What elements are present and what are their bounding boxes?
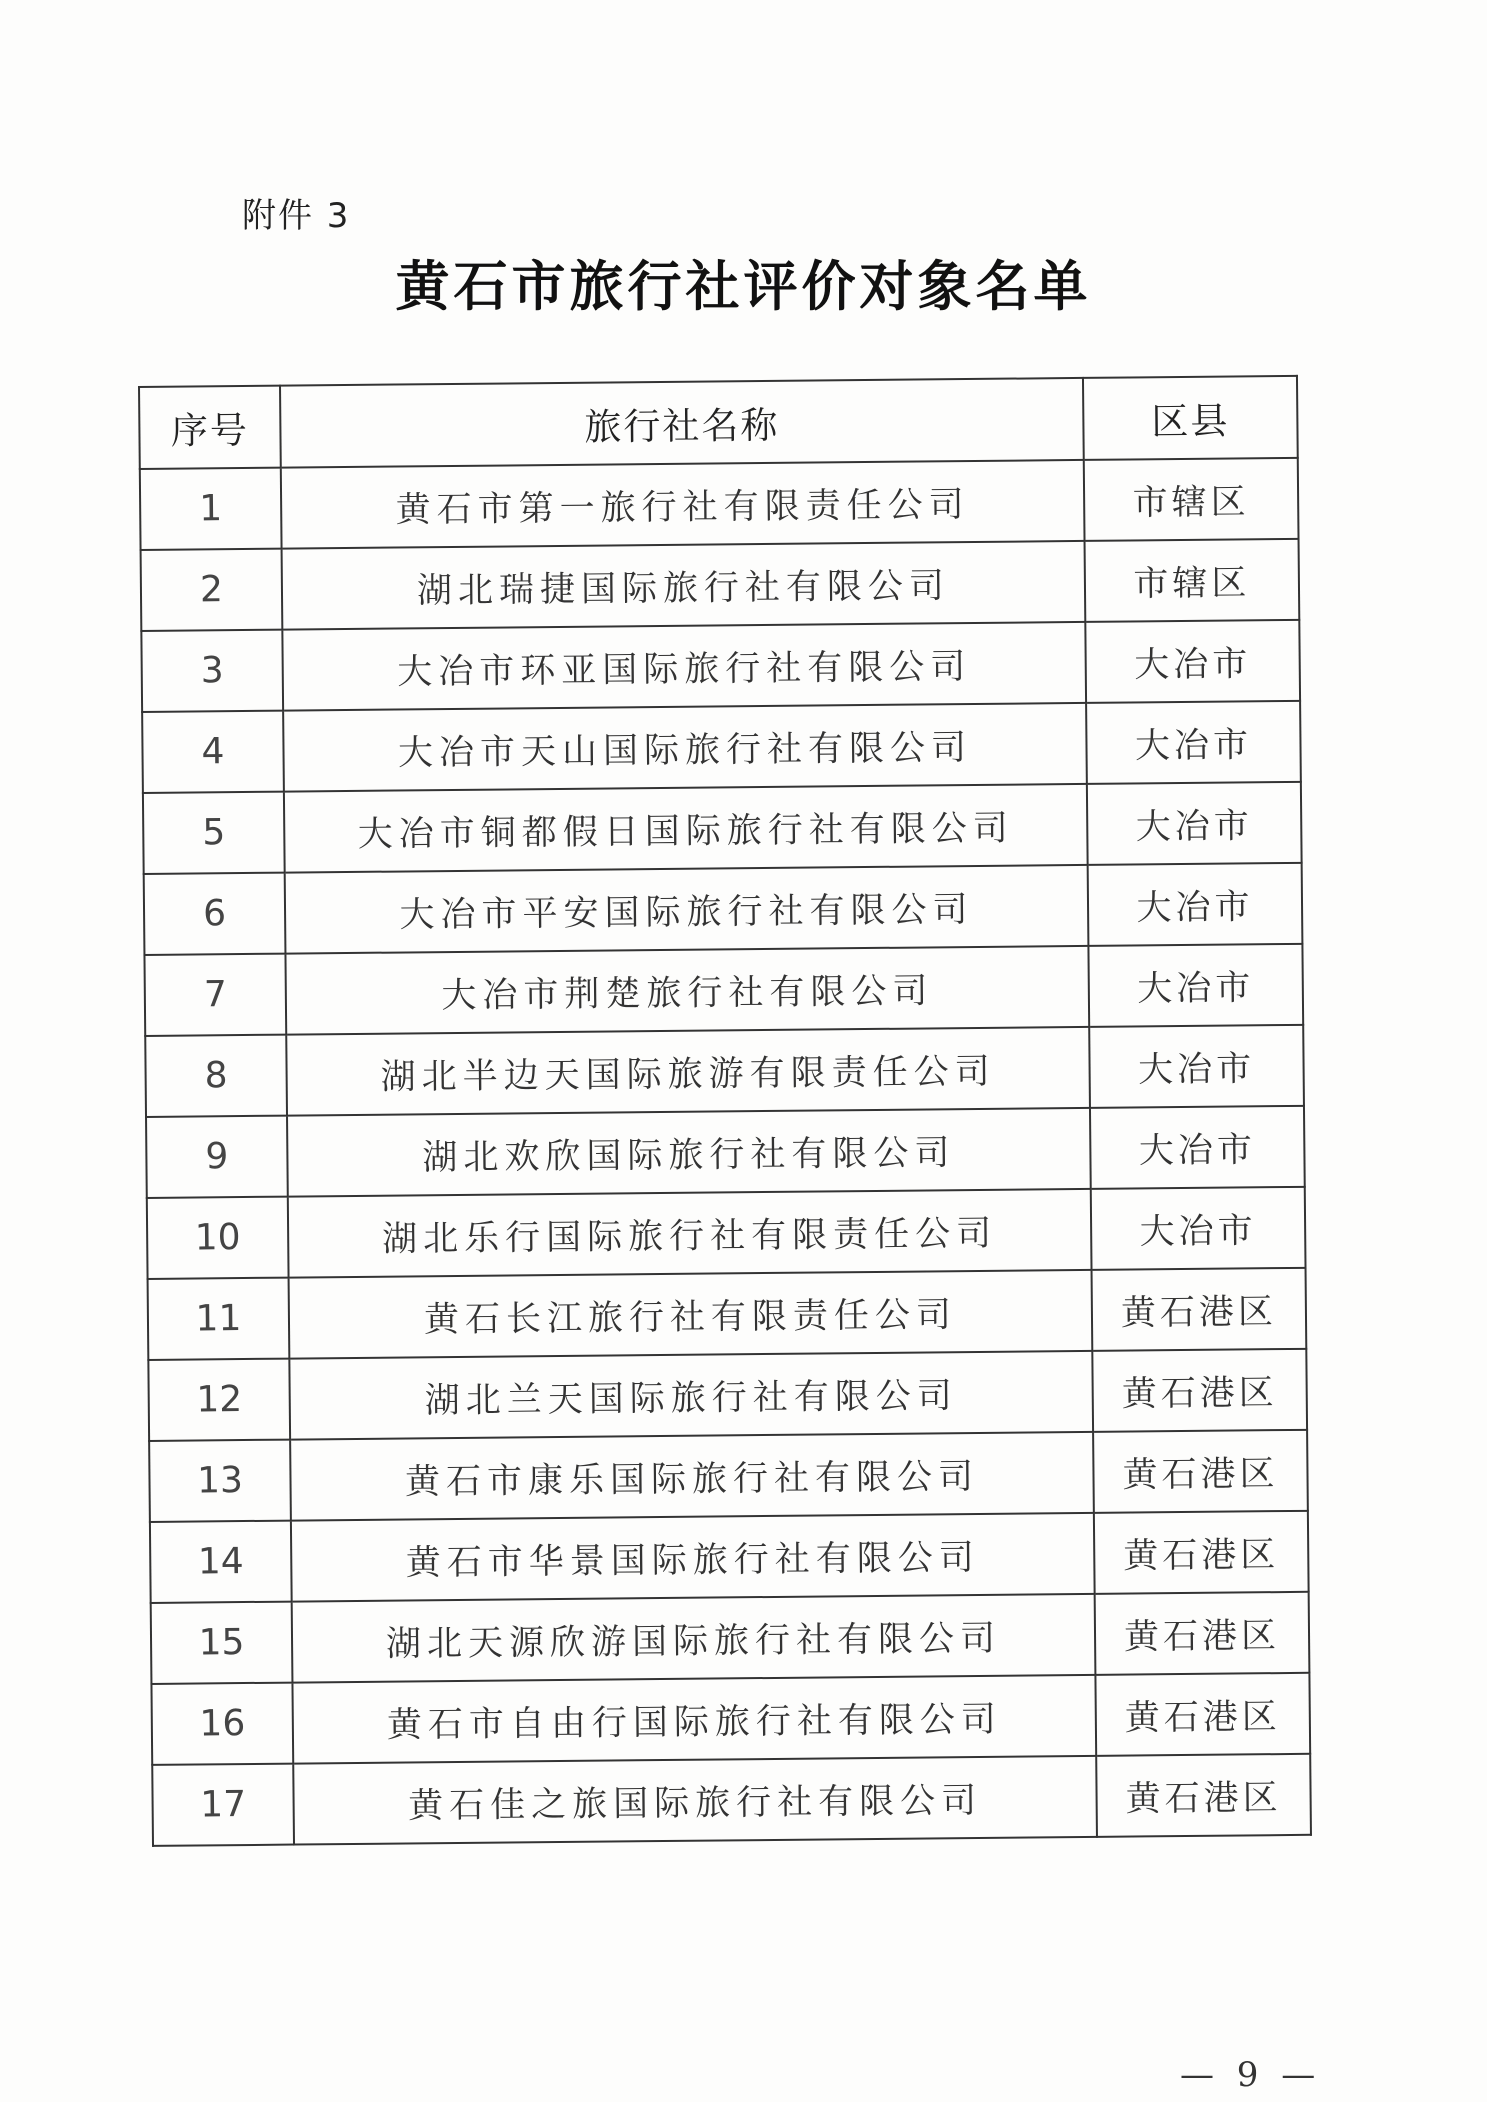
cell-district: 市辖区 [1085,539,1300,622]
cell-no: 9 [146,1116,288,1198]
cell-no: 5 [143,792,285,874]
cell-agency-name: 黄石佳之旅国际旅行社有限公司 [293,1756,1097,1845]
cell-district: 黄石港区 [1095,1592,1310,1675]
table-row [152,1754,1311,1846]
document-title: 黄石市旅行社评价对象名单 [395,254,1092,318]
table-body [140,458,1311,1846]
cell-agency-name: 黄石市康乐国际旅行社有限公司 [290,1432,1094,1521]
table-row [148,1349,1307,1441]
cell-agency-name: 大冶市环亚国际旅行社有限公司 [282,622,1086,711]
cell-no: 4 [142,711,284,793]
table-row [143,782,1302,874]
cell-no: 14 [150,1521,292,1603]
cell-no: 10 [147,1197,289,1279]
header-name: 旅行社名称 [280,378,1084,468]
cell-agency-name: 湖北兰天国际旅行社有限公司 [289,1351,1093,1440]
cell-district: 黄石港区 [1096,1754,1311,1837]
table-row [144,944,1303,1036]
table-row [148,1268,1307,1360]
cell-agency-name: 黄石市华景国际旅行社有限公司 [291,1513,1095,1602]
table-container [138,375,1312,1847]
cell-district: 大冶市 [1090,1106,1305,1189]
cell-no: 17 [152,1764,294,1846]
cell-no: 1 [140,468,282,550]
attachment-label: 附件 3 [242,196,351,236]
cell-no: 3 [141,630,283,712]
cell-no: 2 [141,549,283,631]
header-no: 序号 [139,386,281,469]
cell-agency-name: 大冶市天山国际旅行社有限公司 [283,703,1087,792]
cell-no: 12 [148,1359,290,1441]
cell-district: 大冶市 [1085,620,1300,703]
cell-no: 6 [144,873,286,955]
cell-no: 8 [145,1035,287,1117]
cell-agency-name: 湖北瑞捷国际旅行社有限公司 [282,541,1086,630]
table-row [146,1106,1305,1198]
cell-agency-name: 大冶市荆楚旅行社有限公司 [285,946,1089,1035]
cell-agency-name: 黄石市第一旅行社有限责任公司 [281,460,1085,549]
table-row [147,1187,1306,1279]
cell-no: 13 [149,1440,291,1522]
cell-district: 大冶市 [1091,1187,1306,1270]
cell-district: 大冶市 [1088,863,1303,946]
cell-agency-name: 大冶市平安国际旅行社有限公司 [285,865,1089,954]
cell-agency-name: 黄石市自由行国际旅行社有限公司 [292,1675,1096,1764]
table-row [144,863,1303,955]
table-row [140,458,1299,550]
cell-agency-name: 湖北欢欣国际旅行社有限公司 [287,1108,1091,1197]
table-row [145,1025,1304,1117]
cell-district: 黄石港区 [1095,1673,1310,1756]
table-row [142,701,1301,793]
cell-district: 黄石港区 [1093,1430,1308,1513]
cell-district: 黄石港区 [1092,1349,1307,1432]
cell-district: 大冶市 [1086,701,1301,784]
travel-agency-table [138,375,1312,1847]
cell-district: 市辖区 [1084,458,1299,541]
cell-district: 大冶市 [1089,1025,1304,1108]
page-number: — 9 — [1180,2055,1322,2095]
table-row [141,620,1300,712]
cell-no: 11 [148,1278,290,1360]
cell-agency-name: 湖北天源欣游国际旅行社有限公司 [292,1594,1096,1683]
cell-district: 黄石港区 [1092,1268,1307,1351]
cell-no: 16 [151,1683,293,1765]
cell-district: 黄石港区 [1094,1511,1309,1594]
cell-no: 7 [144,954,286,1036]
table-row [149,1430,1308,1522]
cell-agency-name: 湖北半边天国际旅游有限责任公司 [286,1027,1090,1116]
table-header-row [139,376,1298,469]
table-row [151,1592,1310,1684]
table-row [141,539,1300,631]
cell-district: 大冶市 [1088,944,1303,1027]
cell-agency-name: 湖北乐行国际旅行社有限责任公司 [288,1189,1092,1278]
cell-agency-name: 黄石长江旅行社有限责任公司 [289,1270,1093,1359]
table-row [151,1673,1310,1765]
table-row [150,1511,1309,1603]
cell-agency-name: 大冶市铜都假日国际旅行社有限公司 [284,784,1088,873]
cell-no: 15 [151,1602,293,1684]
cell-district: 大冶市 [1087,782,1302,865]
header-district: 区县 [1083,376,1298,460]
